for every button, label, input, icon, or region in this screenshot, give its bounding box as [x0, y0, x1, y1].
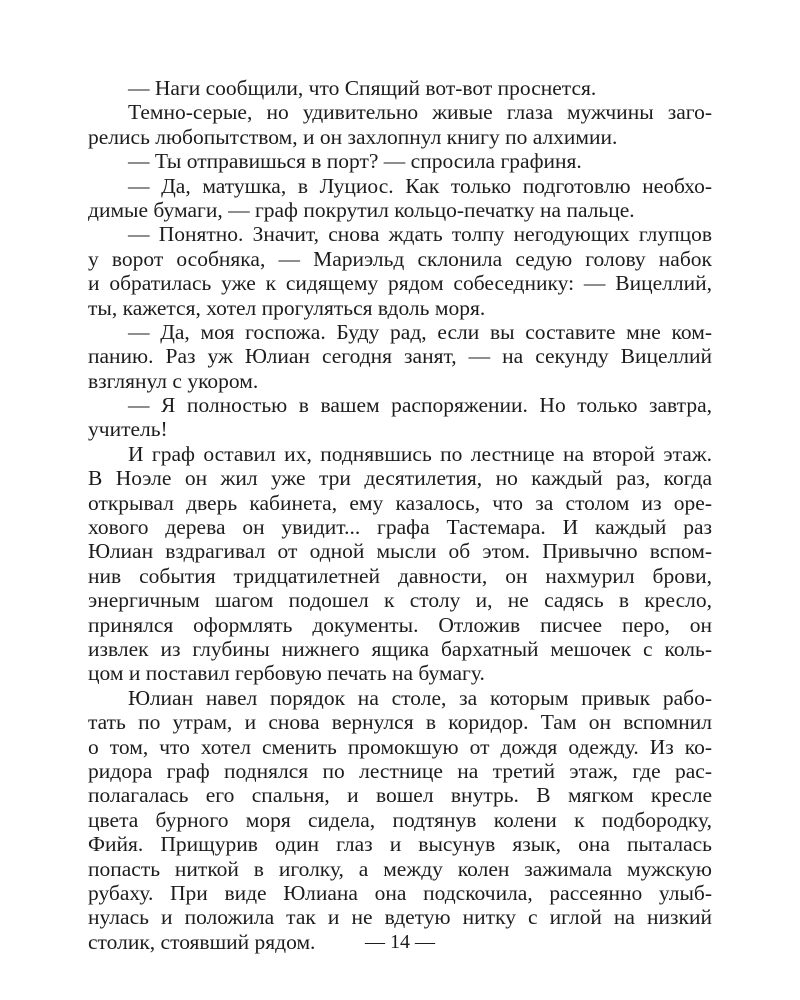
text-line: учитель!	[88, 417, 168, 442]
text-line: цвета бурного моря сидела, подтянув колени к подбородку,	[88, 807, 712, 832]
text-line: принялся оформлять документы. Отложив писчее перо, он	[88, 612, 712, 637]
text-line: тать по утрам, и снова вернулся в коридор. Там он вспомнил	[88, 710, 712, 735]
text-line: у ворот особняка, — Мариэльд склонила седую голову набок	[88, 246, 712, 271]
text-line: рубаху. При виде Юлиана она подскочила, рассеянно улыб-	[88, 880, 712, 905]
text-line: — Да, моя госпожа. Буду рад, если вы составите мне ком-	[128, 319, 712, 344]
text-line: хового дерева он увидит... графа Тастемара. И каждый раз	[88, 515, 712, 540]
text-line: — Наги сообщили, что Спящий вот-вот проснется.	[128, 76, 597, 100]
text-line: извлек из глубины нижнего ящика бархатный мешочек с коль-	[88, 636, 712, 661]
text-line: цом и поставил гербовую печать на бумагу.	[88, 661, 485, 686]
text-line: Юлиан вздрагивал от одной мысли об этом. Привычно вспом-	[88, 539, 712, 564]
text-line: попасть ниткой в иголку, а между колен зажимала мужскую	[88, 856, 712, 881]
text-line: ридора граф поднялся по лестнице на третий этаж, где рас-	[88, 758, 712, 783]
text-line: нулась и положила так и не вдетую нитку с иглой на низкий	[88, 905, 712, 930]
page-body-text	[88, 76, 712, 954]
text-line: димые бумаги, — граф покрутил кольцо-печатку на пальце.	[88, 197, 635, 222]
text-line: В Ноэле он жил уже три десятилетия, но каждый раз, когда	[88, 466, 712, 491]
text-line: — Ты отправишься в порт? — спросила графиня.	[128, 149, 582, 174]
text-line: Фийя. Прищурив один глаз и высунув язык, она пыталась	[88, 832, 712, 857]
text-line: полагалась его спальня, и вошел внутрь. В мягком кресле	[88, 783, 712, 808]
page-number: — 14 —	[365, 931, 435, 953]
text-line: ты, кажется, хотел прогуляться вдоль моря.	[88, 295, 486, 320]
text-line: взглянул с укором.	[88, 368, 259, 393]
text-line: — Да, матушка, в Луциос. Как только подготовлю необхо-	[128, 173, 712, 198]
text-line: нив события тридцатилетней давности, он нахмурил брови,	[88, 563, 712, 588]
text-line: о том, что хотел сменить промокшую от дождя одежду. Из ко-	[88, 734, 712, 759]
text-line: Темно-серые, но удивительно живые глаза мужчины заго-	[128, 100, 712, 125]
text-line: — Понятно. Значит, снова ждать толпу негодующих глупцов	[128, 222, 712, 247]
text-line: открывал дверь кабинета, ему казалось, что за столом из оре-	[88, 490, 712, 515]
text-line: энергичным шагом подошел к столу и, не садясь в кресло,	[88, 588, 712, 613]
text-line: столик, стоявший рядом.	[88, 929, 316, 954]
text-line: релись любопытством, и он захлопнул книгу по алхимии.	[88, 124, 618, 149]
text-line: и обратилась уже к сидящему рядом собеседнику: — Вицеллий,	[88, 271, 712, 296]
text-line: панию. Раз уж Юлиан сегодня занят, — на секунду Вицеллий	[88, 344, 712, 369]
text-line: — Я полностью в вашем распоряжении. Но только завтра,	[128, 393, 712, 418]
text-line: И граф оставил их, поднявшись по лестнице на второй этаж.	[128, 441, 712, 466]
text-line: Юлиан навел порядок на столе, за которым привык рабо-	[128, 685, 712, 710]
